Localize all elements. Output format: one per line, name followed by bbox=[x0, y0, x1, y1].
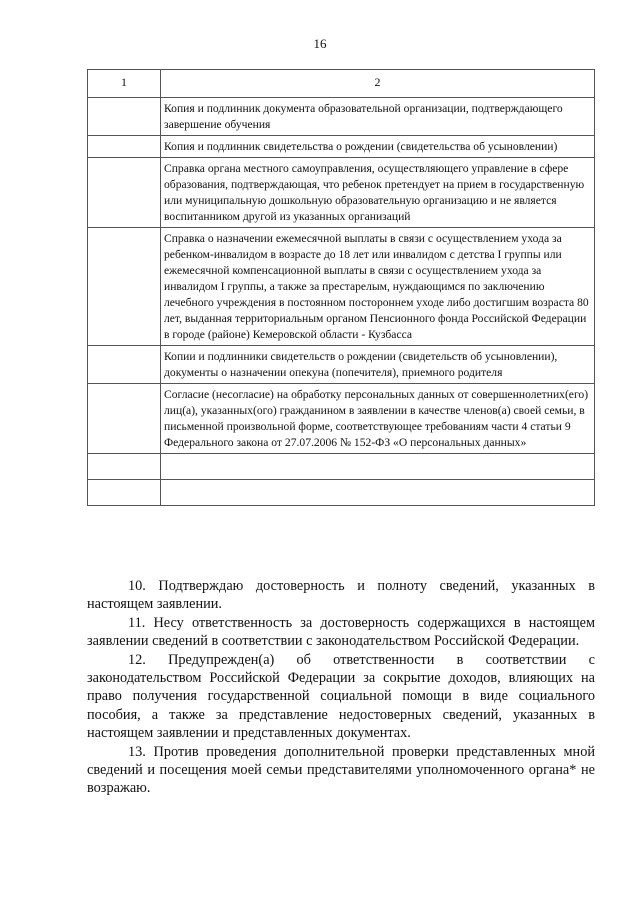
table-cell-document: Копии и подлинники свидетельств о рождении (свидетельств об усыновлении), документы о назначении опекуна (попечителя), приемного родителя bbox=[161, 346, 595, 384]
table-row-empty bbox=[88, 454, 595, 480]
table-header-row bbox=[88, 70, 595, 98]
table-cell-document: Согласие (несогласие) на обработку персональных данных от совершеннолетних(его) лиц(а), указанных(ого) гражданином в заявлении в качестве членов(а) своей семьи, в письменной произвольной форме, соответствующее требованиям части 4 статьи 9 Федерального закона от 27.07.2006 № 152-ФЗ «О персональных данных» bbox=[161, 384, 595, 454]
table-cell-document bbox=[161, 454, 595, 480]
declaration-paragraphs bbox=[87, 577, 595, 798]
table-cell-number bbox=[88, 384, 161, 454]
table-row bbox=[88, 158, 595, 228]
table-row-empty bbox=[88, 480, 595, 506]
paragraph-12: 12. Предупрежден(а) об ответственности в соответствии с законодательством Российской Федерации за сокрытие доходов, влияющих на право получения государственной социальной помощи в виде социального пособия, а также за представление недостоверных сведений, указанных в настоящем заявлении и представленных документах. bbox=[87, 651, 595, 742]
table-cell-document bbox=[161, 480, 595, 506]
table-row bbox=[88, 384, 595, 454]
column-header-1: 1 bbox=[88, 70, 161, 98]
table-cell-number bbox=[88, 136, 161, 158]
table-cell-number bbox=[88, 346, 161, 384]
table-cell-document: Копия и подлинник свидетельства о рождении (свидетельства об усыновлении) bbox=[161, 136, 595, 158]
column-header-2: 2 bbox=[161, 70, 595, 98]
table-cell-document: Справка органа местного самоуправления, осуществляющего управление в сфере образования, подтверждающая, что ребенок претендует на прием в государственную или муниципальную дошкольную образовательную организацию и не является воспитанником другой из указанных организаций bbox=[161, 158, 595, 228]
table-cell-number bbox=[88, 228, 161, 346]
paragraph-10: 10. Подтверждаю достоверность и полноту сведений, указанных в настоящем заявлении. bbox=[87, 578, 595, 613]
table-cell-number bbox=[88, 480, 161, 506]
paragraph-11: 11. Несу ответственность за достоверность содержащихся в настоящем заявлении сведений в соответствии с законодательством Российской Федерации. bbox=[87, 614, 595, 650]
table-row bbox=[88, 98, 595, 136]
table-row bbox=[88, 228, 595, 346]
table-row bbox=[88, 136, 595, 158]
table-cell-number bbox=[88, 454, 161, 480]
page-number: 16 bbox=[313, 36, 327, 51]
table-cell-document: Справка о назначении ежемесячной выплаты в связи с осуществлением ухода за ребенком-инвалидом в возрасте до 18 лет или инвалидом с детства I группы или ежемесячной компенсационной выплаты в связи с осуществлением ухода за инвалидом I группы, а также за престарелым, нуждающимся по заключению лечебного учреждения в постоянном постороннем уходе либо достигшим возраста 80 лет, выданная территориальным органом Пенсионного фонда Российской Федерации в городе (районе) Кемеровской области - Кузбасса bbox=[161, 228, 595, 346]
table-cell-number bbox=[88, 158, 161, 228]
table-cell-number bbox=[88, 98, 161, 136]
table-row bbox=[88, 346, 595, 384]
table-cell-document: Копия и подлинник документа образовательной организации, подтверждающего завершение обучения bbox=[161, 98, 595, 136]
documents-table bbox=[87, 69, 595, 506]
paragraph-13: 13. Против проведения дополнительной проверки представленных мной сведений и посещения моей семьи представителями уполномоченного органа* не возражаю. bbox=[87, 743, 595, 797]
